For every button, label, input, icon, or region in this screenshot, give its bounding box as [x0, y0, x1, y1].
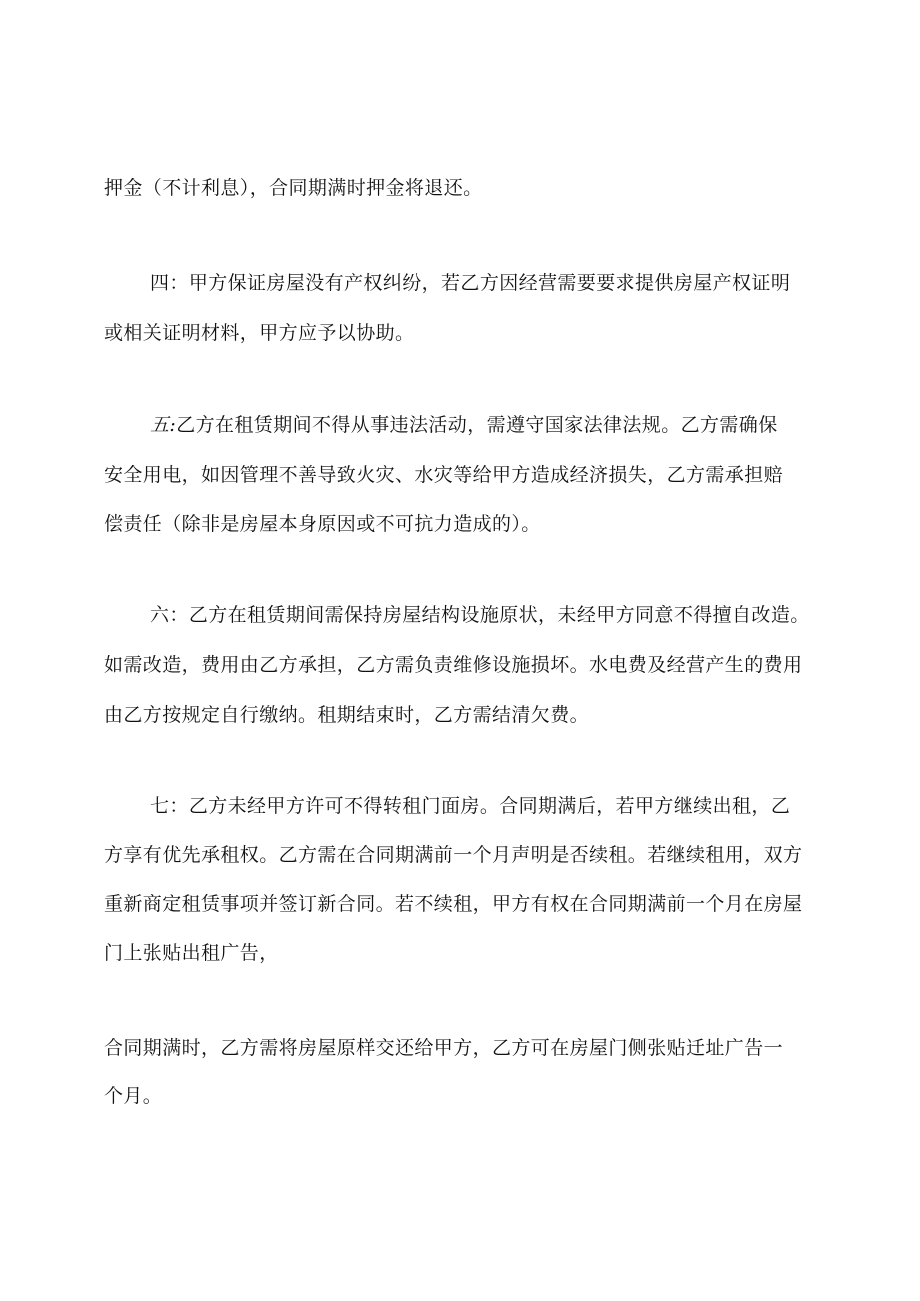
- paragraph-5-line-2: 安全用电，如因管理不善导致火灾、水灾等给甲方造成经济损失，乙方需承担赔: [104, 464, 784, 486]
- paragraph-6-line-2: 如需改造，费用由乙方承担，乙方需负责维修设施损坏。水电费及经营产生的费用: [104, 654, 803, 676]
- paragraph-7-text-1: 乙方未经甲方许可不得转租门面房。合同期满后，若甲方继续出租，乙: [188, 795, 791, 817]
- paragraph-8-line-1: 合同期满时，乙方需将房屋原样交还给甲方，乙方可在房屋门侧张贴迁址广告一: [104, 1037, 784, 1059]
- paragraph-7-line-4: 门上张贴出租广告，: [104, 942, 279, 964]
- paragraph-5-line-3: 偿责任（除非是房屋本身原因或不可抗力造成的）。: [104, 513, 541, 535]
- paragraph-6-text-1: 乙方在租赁期间需保持房屋结构设施原状，未经甲方同意不得擅自改造。: [188, 604, 810, 626]
- paragraph-4-line-2: 或相关证明材料，甲方应予以协助。: [104, 322, 415, 344]
- paragraph-6-line-3: 由乙方按规定自行缴纳。租期结束时，乙方需结清欠费。: [104, 704, 590, 726]
- paragraph-7-line-2: 方享有优先承租权。乙方需在合同期满前一个月声明是否续租。若继续租用，双方: [104, 844, 803, 866]
- paragraph-6-line-1: [150, 603, 810, 627]
- paragraph-7-line-1: [150, 794, 790, 818]
- paragraph-4-line-1: [150, 271, 790, 295]
- paragraph-5-line-1: [150, 413, 778, 437]
- paragraph-7-line-3: 重新商定租赁事项并签订新合同。若不续租，甲方有权在合同期满前一个月在房屋: [104, 893, 803, 915]
- paragraph-4-text-1: 甲方保证房屋没有产权纠纷，若乙方因经营需要要求提供房屋产权证明: [188, 272, 791, 294]
- paragraph-5-number: 五:: [150, 414, 177, 436]
- paragraph-7-number: 七：: [150, 795, 189, 817]
- paragraph-5-text-1: 乙方在租赁期间不得从事违法活动，需遵守国家法律法规。乙方需确保: [176, 414, 778, 436]
- paragraph-4-number: 四：: [150, 272, 189, 294]
- paragraph-3-tail-line-1: 押金（不计利息），合同期满时押金将退还。: [104, 177, 483, 199]
- paragraph-6-number: 六：: [150, 604, 189, 626]
- paragraph-8-line-2: 个月。: [104, 1085, 163, 1107]
